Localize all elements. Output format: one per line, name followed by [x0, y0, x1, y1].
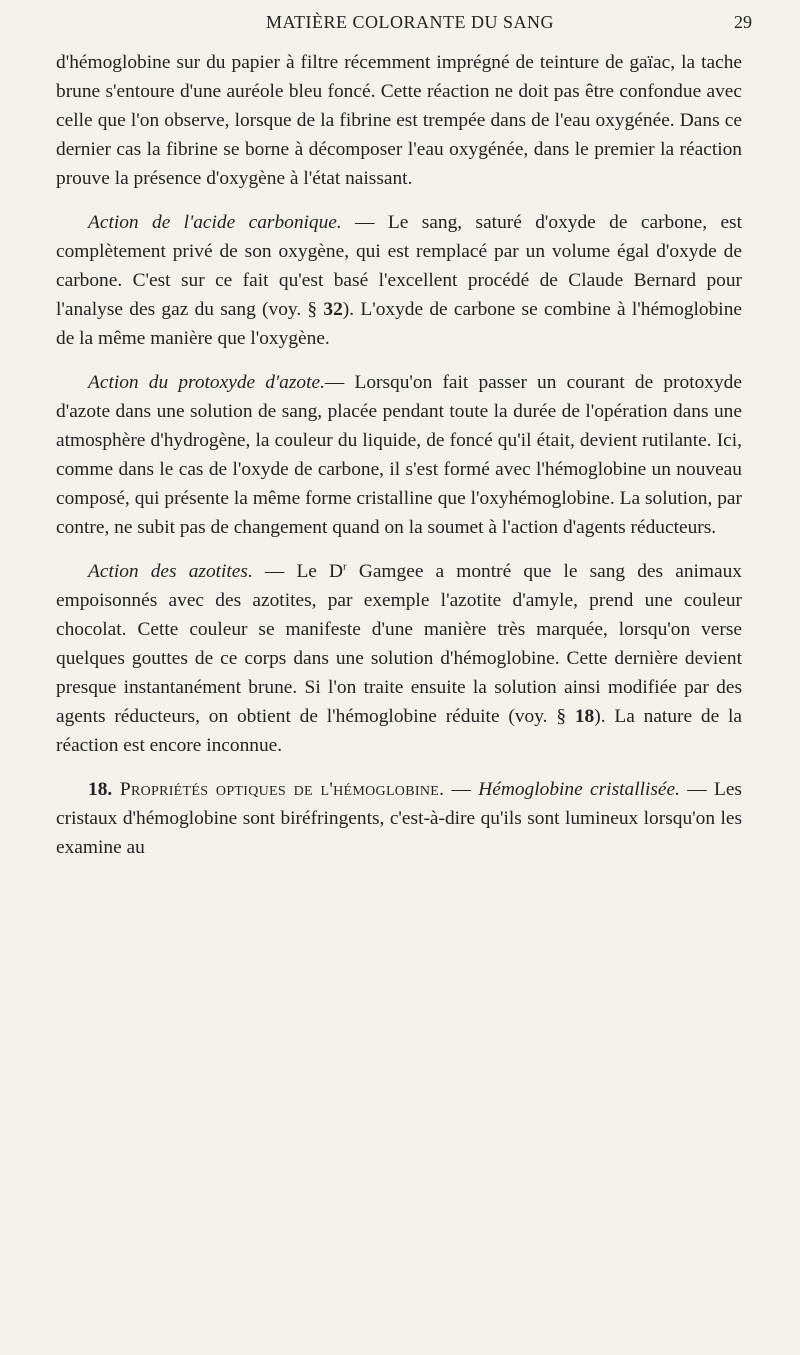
section-heading-protoxyde-azote: Action du protoxyde d'azote.	[88, 372, 325, 393]
section-reference: 32	[323, 299, 343, 320]
section-title: Propriétés optiques de l'hémoglobine.	[112, 779, 445, 800]
paragraph-text: d'hémoglobine sur du papier à filtre récemment imprégné de teinture de gaïac, la tache brune s'entoure d'une auréole bleu foncé. Cette réaction ne doit pas être confondue avec celle que l'on observe, lorsque de la fibrine est trempée dans de l'eau oxygénée. Dans ce dernier cas la fibrine se borne à décomposer l'eau oxygénée, dans le premier la réaction prouve la présence d'oxygène à l'état naissant.	[56, 52, 742, 189]
dash: —	[444, 779, 479, 800]
section-heading-acide-carbonique: Action de l'acide carbonique.	[88, 212, 342, 233]
section-number: 18.	[88, 779, 113, 800]
paragraph-text: — Le sang, saturé d'oxyde de carbone, est complètement privé de son oxygène, qui est remplacé par un volume égal d'oxyde de carbone. C'est sur ce fait qu'est basé l'excellent procédé de Claude Bernard pour l'analyse des gaz du sang (voy. §	[56, 212, 742, 320]
paragraph-text: — Lorsqu'on fait passer un courant de protoxyde d'azote dans une solution de sang, placée pendant toute la durée de l'opération dans une atmosphère d'hydrogène, la couleur du liquide, de foncé qu'il était, devient rutilante. Ici, comme dans le cas de l'oxyde de carbone, il s'est formé avec l'hémoglobine un nouveau composé, qui présente la même forme cristalline que l'oxyhémoglobine. La solution, par contre, ne subit pas de changement quand on la soumet à l'action d'agents réducteurs.	[56, 372, 742, 538]
running-title: MATIÈRE COLORANTE DU SANG	[266, 12, 554, 32]
body-text	[56, 48, 742, 877]
paragraph-text: Gamgee a montré que le sang des animaux empoisonnés avec des azotites, par exemple l'azotite d'amyle, prend une couleur chocolat. Cette couleur se manifeste d'une manière très marquée, lorsqu'on verse quelques gouttes de ce corps dans une solution d'hémoglobine. Cette dernière devient presque instantanément brune. Si l'on traite ensuite la solution ainsi modifiée par des agents réducteurs, on obtient de l'hémoglobine réduite (voy. §	[56, 561, 742, 727]
paragraph-protoxyde-azote	[56, 368, 742, 542]
paragraph-text: — Les cristaux d'hémoglobine sont biréfringents, c'est-à-dire qu'ils sont lumineux lorsqu'on les examine au	[56, 779, 742, 858]
running-header	[60, 10, 760, 40]
superscript: r	[343, 560, 347, 573]
paragraph-text: ). L'oxyde de carbone se combine à l'hémoglobine de la même manière que l'oxygène.	[56, 299, 742, 349]
paragraph-acide-carbonique	[56, 208, 742, 353]
section-reference: 18	[574, 706, 595, 727]
paragraph-continuation	[56, 48, 742, 193]
paragraph-azotites	[56, 557, 742, 760]
paragraph-text: — Le D	[252, 561, 344, 582]
paragraph-proprietes-optiques	[56, 775, 742, 862]
section-heading-azotites: Action des azotites.	[88, 561, 253, 582]
page-number: 29	[734, 12, 752, 32]
paragraph-text: ). La nature de la réaction est encore inconnue.	[56, 706, 743, 756]
subsection-heading: Hémoglobine cristallisée.	[478, 779, 680, 800]
